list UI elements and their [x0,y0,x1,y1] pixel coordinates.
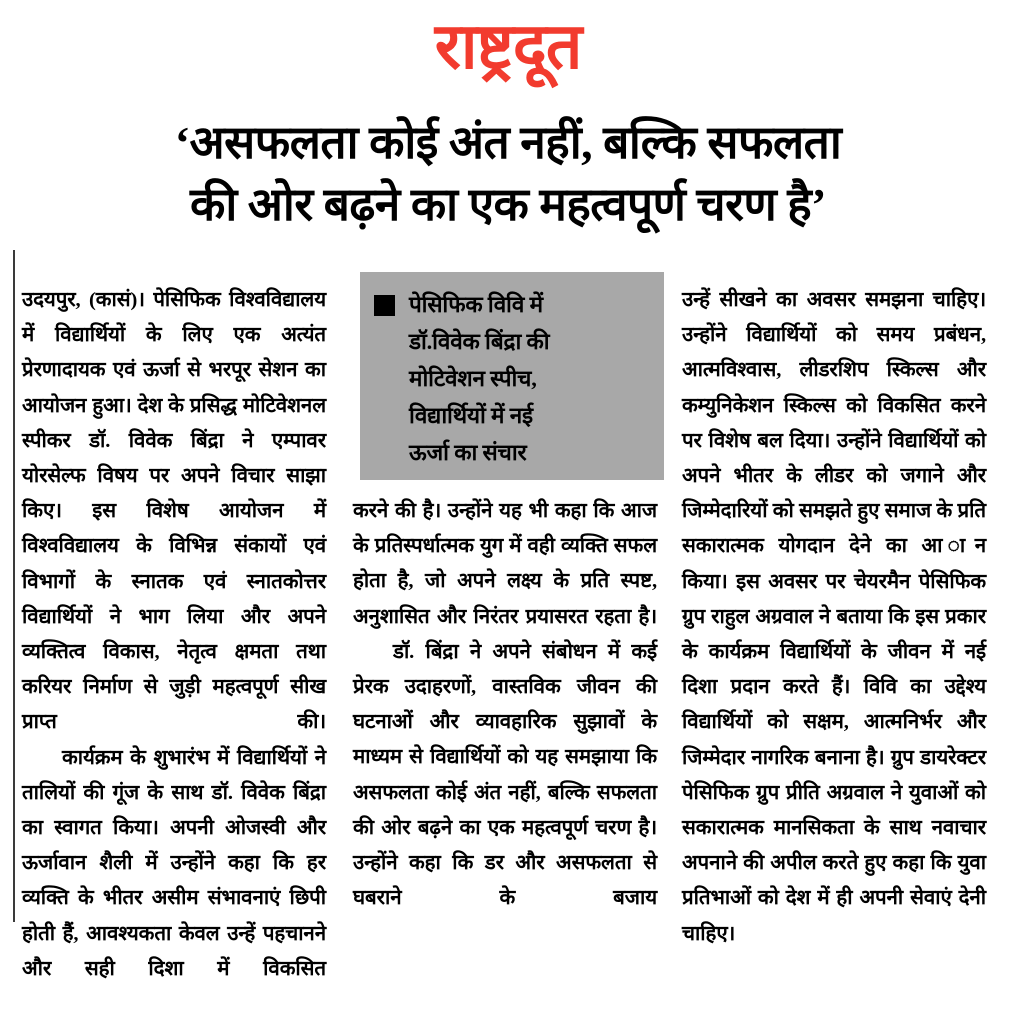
callout-box [360,272,664,480]
callout-text [409,286,650,471]
callout-line-1: पेसिफिक विवि में [409,292,543,317]
article-column-3 [682,283,986,952]
left-column-rule [13,250,15,922]
column-1-paragraph-2: कार्यक्रम के शुभारंभ में विद्यार्थियों ने तालियों की गूंज के साथ डॉ. विवेक बिंद्रा का स्वागत किया। अपनी ओजस्वी और ऊर्जावान शैली में उन्होंने कहा कि हर व्यक्ति के भीतर असीम संभावनाएं छिपी होती हैं, आवश्यकता केवल उन्हें पहचानने और सही दिशा में विकसित [22,746,326,980]
article-body [22,283,1008,980]
column-2-paragraph-1: करने की है। उन्होंने यह भी कहा कि आज के प्रतिस्पर्धात्मक युग में वही व्यक्ति सफल होता है, जो अपने लक्ष्य के प्रति स्पष्ट, अनुशासित और निरंतर प्रयासरत रहता है। [353,500,657,628]
masthead [0,10,1016,82]
headline-line-2: की ओर बढ़ने का एक महत्वपूर्ण चरण है’ [190,179,826,230]
callout-line-4: विद्यार्थियों में नई [409,403,533,428]
column-2-paragraph-2: डॉ. बिंद्रा ने अपने संबोधन में कई प्रेरक उदाहरणों, वास्तविक जीवन की घटनाओं और व्यावहारिक सुझावों के माध्यम से विद्यार्थियों को यह समझाया कि असफलता कोई अंत नहीं, बल्कि सफलता की ओर बढ़ने का एक महत्वपूर्ण चरण है। उन्होंने कहा कि डर और असफलता से घबराने के बजाय [353,640,657,910]
column-3-paragraph-1: उन्हें सीखने का अवसर समझना चाहिए। उन्होंने विद्यार्थियों को समय प्रबंधन, आत्मविश्वास, लीडरशिप स्किल्स और कम्युनिकेशन स्किल्स को विकसित करने पर विशेष बल दिया। उन्होंने विद्यार्थियों को अपने भीतर के लीडर को जगाने और जिम्मेदारियों को समझते हुए समाज के प्रति सकारात्मक योगदान देने का आ ान किया। इस अवसर पर चेयरमैन पेसिफिक ग्रुप राहुल अग्रवाल ने बताया कि इस प्रकार के कार्यक्रम विद्यार्थियों के जीवन में नई दिशा प्रदान करते हैं। विवि का उद्देश्य विद्यार्थियों को सक्षम, आत्मनिर्भर और जिम्मेदार नागरिक बनाना है। ग्रुप डायरेक्टर पेसिफिक ग्रुप प्रीति अग्रवाल ने युवाओं को सकारात्मक मानसिकता के साथ नवाचार अपनाने की अपील करते हुए कहा कि युवा प्रतिभाओं को देश में ही अपनी सेवाएं देनी चाहिए। [682,289,986,945]
masthead-title: राष्ट्रदूत [434,10,582,82]
callout-line-3: मोटिवेशन स्पीच, [409,366,537,391]
column-1-paragraph-1: उदयपुर, (कासं)। पेसिफिक विश्वविद्यालय में विद्यार्थियों के लिए एक अत्यंत प्रेरणादायक एवं ऊर्जा से भरपूर सेशन का आयोजन हुआ। देश के प्रसिद्ध मोटिवेशनल स्पीकर डॉ. विवेक बिंद्रा ने एम्पावर योरसेल्फ विषय पर अपने विचार साझा किए। इस विशेष आयोजन में विश्वविद्यालय के विभिन्न संकायों एवं विभागों के स्नातक एवं स्नातकोत्तर विद्यार्थियों ने भाग लिया और अपने व्यक्तित्व विकास, नेतृत्व क्षमता तथा करियर निर्माण से जुड़ी महत्वपूर्ण सीख प्राप्त की। [22,289,326,734]
article-headline [22,112,994,236]
callout-line-5: ऊर्जा का संचार [409,440,527,465]
headline-line-1: ‘असफलता कोई अंत नहीं, बल्कि सफलता [174,117,842,168]
article-column-1 [22,283,326,987]
black-square-bullet-icon [374,295,395,316]
callout-line-2: डॉ.विवेक बिंद्रा की [409,329,550,354]
